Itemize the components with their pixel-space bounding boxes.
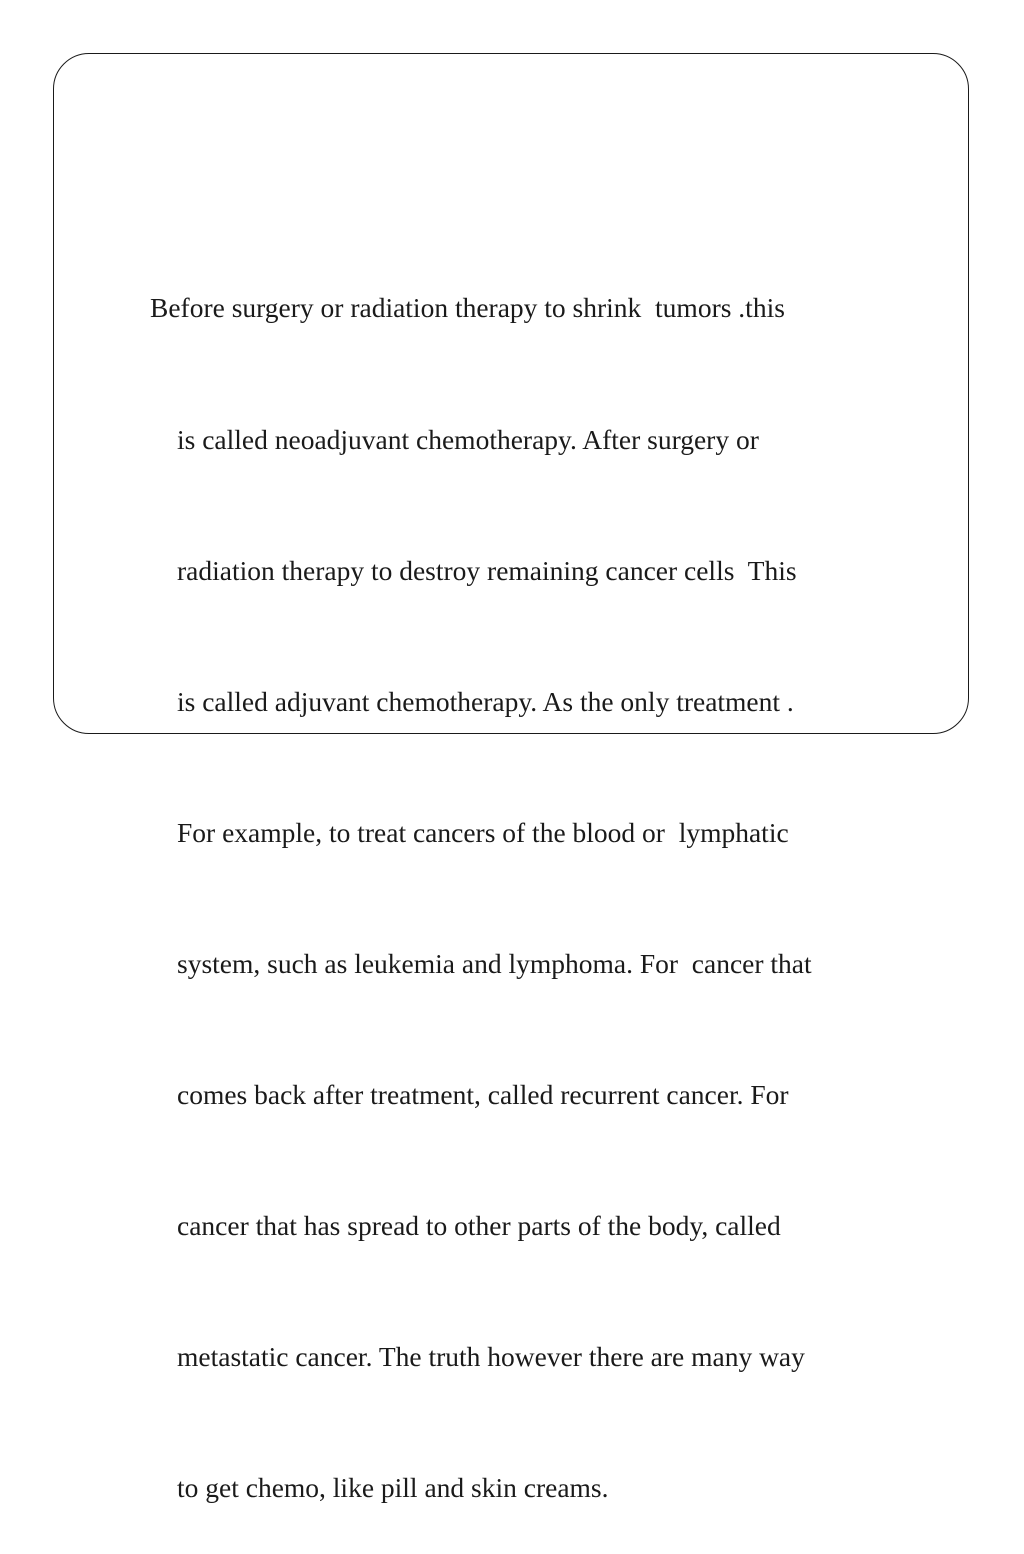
text-line: comes back after treatment, called recurrent cancer. For (177, 1078, 789, 1110)
text-line: to get chemo, like pill and skin creams. (177, 1472, 609, 1504)
body-paragraph (150, 199, 940, 1554)
text-line: cancer that has spread to other parts of the body, called (177, 1210, 781, 1242)
text-line: Before surgery or radiation therapy to shrink tumors .this (150, 292, 785, 324)
text-line: is called neoadjuvant chemotherapy. After surgery or (177, 423, 759, 455)
text-line: is called adjuvant chemotherapy. As the only treatment . (177, 685, 794, 717)
text-line: metastatic cancer. The truth however there are many way (177, 1341, 805, 1373)
text-line: radiation therapy to destroy remaining cancer cells This (177, 554, 797, 586)
text-line: system, such as leukemia and lymphoma. For cancer that (177, 947, 812, 979)
text-line: For example, to treat cancers of the blood or lymphatic (177, 816, 789, 848)
